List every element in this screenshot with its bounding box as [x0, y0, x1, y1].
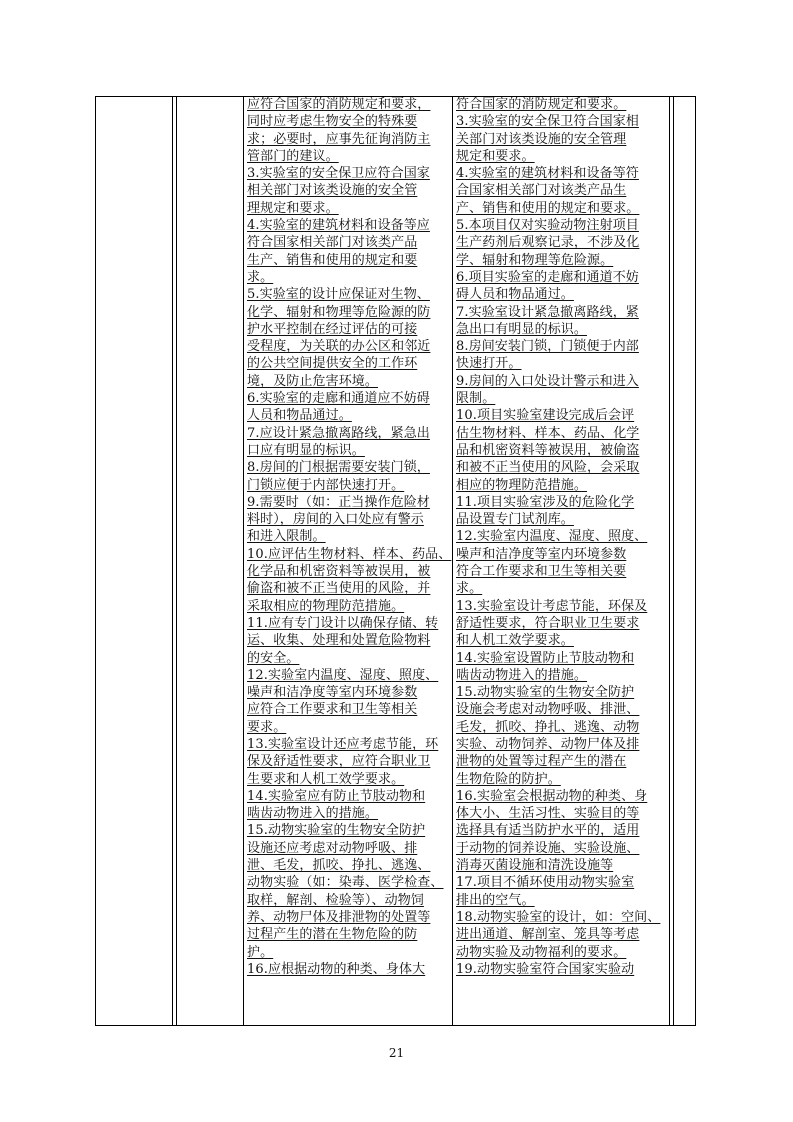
- text-line: 取样，解剖、检验等）、动物饲: [247, 892, 424, 908]
- text-line: 化学品和机密资料等被误用，被: [247, 564, 431, 580]
- text-line: 护。: [247, 944, 274, 960]
- text-line: 和人机工效学要求。: [456, 633, 574, 649]
- column-divider: [673, 96, 674, 1026]
- compliance-item: [456, 269, 652, 304]
- text-line: 急出口有明显的标识。: [456, 321, 588, 337]
- requirement-item: [247, 546, 452, 615]
- text-line: 5.实验室的设计应保证对生物、: [247, 287, 430, 303]
- text-line: 8.房间安装门锁，门锁便于内部: [456, 339, 639, 355]
- requirement-item: [247, 494, 443, 546]
- text-line: 设施会考虑对动物呼吸、排泄、: [456, 702, 640, 718]
- text-line: 8.房间的门根据需要安装门锁，: [247, 460, 430, 476]
- text-line: 18.动物实验室的设计，如：空间、: [456, 909, 661, 925]
- text-line: 16.应根据动物的种类、身体大: [247, 961, 426, 977]
- text-line: 10.项目实验室建设完成后会评: [456, 408, 635, 424]
- text-line: 毛发，抓咬、挣扎、逃逸、动物: [456, 719, 640, 735]
- text-line: 19.动物实验室符合国家实验动: [456, 961, 635, 977]
- text-line: 理规定和要求。: [247, 200, 339, 216]
- text-line: 和进入限制。: [247, 529, 326, 545]
- column-divider: [669, 96, 670, 1026]
- text-line: 12.实验室内温度、湿度、照度、: [247, 667, 439, 683]
- requirements-column: [247, 96, 452, 978]
- requirement-item: [247, 165, 443, 217]
- text-line: 泄物的处置等过程产生的潜在: [456, 754, 627, 770]
- text-line: 13.实验室设计还应考虑节能，环: [247, 736, 439, 752]
- requirement-item: [247, 217, 443, 286]
- compliance-item: [456, 961, 652, 978]
- text-line: 估生物材料、样本、药品、化学: [456, 425, 640, 441]
- text-line: 啮齿动物进入的措施。: [247, 806, 379, 822]
- compliance-item: [456, 528, 652, 597]
- text-line: 生产、销售和使用的规定和要: [247, 252, 418, 268]
- text-line: 料时），房间的入口处应有警示: [247, 512, 424, 528]
- text-line: 7.实验室设计紧急撤离路线，紧: [456, 304, 639, 320]
- text-line: 产、销售和使用的规定和要求。: [456, 200, 640, 216]
- text-line: 应符合工作要求和卫生等相关: [247, 702, 418, 718]
- text-line: 5.本项目仅对实验动物注射项目: [456, 218, 639, 234]
- page-number: 21: [388, 1046, 405, 1060]
- text-line: 16.实验室会根据动物的种类、身: [456, 788, 648, 804]
- text-line: 设施还应考虑对动物呼吸、排: [247, 840, 418, 856]
- text-line: 9.需要时（如：正当操作危险材: [247, 494, 430, 510]
- text-line: 符合工作要求和卫生等相关要: [456, 564, 627, 580]
- compliance-item: [456, 113, 652, 165]
- requirement-item: [247, 667, 443, 736]
- requirement-item: [247, 390, 443, 425]
- compliance-item: [456, 165, 652, 217]
- requirement-item: [247, 961, 443, 978]
- text-line: 体大小、生活习性、实验目的等: [456, 806, 640, 822]
- text-line: 人员和物品通过。: [247, 408, 352, 424]
- text-line: 于动物的饲养设施、实验设施、: [456, 840, 640, 856]
- text-line: 门锁应便于内部快速打开。: [247, 477, 405, 493]
- compliance-item: [456, 909, 661, 961]
- compliance-item: [456, 373, 652, 408]
- text-line: 限制。: [456, 391, 496, 407]
- text-line: 动物实验（如：染毒、医学检查、: [247, 875, 444, 891]
- text-line: 相应的物理防范措施。: [456, 477, 588, 493]
- text-line: 采取相应的物理防范措施。: [247, 598, 405, 614]
- text-line: 快速打开。: [456, 356, 522, 372]
- text-line: 化学、辐射和物理等危险源的防: [247, 304, 431, 320]
- text-line: 关部门对该类设施的安全管理: [456, 131, 627, 147]
- text-line: 选择具有适当防护水平的，适用: [456, 823, 640, 839]
- text-line: 应符合国家的消防规定和要求，: [247, 97, 431, 112]
- text-line: 3.实验室的安全保卫应符合国家: [247, 166, 430, 182]
- text-line: 消毒灭菌设施和清洗设施等: [456, 858, 614, 874]
- text-line: 生产药剂后观察记录，不涉及化: [456, 235, 640, 251]
- text-line: 11.应有专门设计以确保存储、转: [247, 615, 439, 631]
- compliance-item: [456, 407, 652, 493]
- text-line: 7.应设计紧急撤离路线，紧急出: [247, 425, 430, 441]
- compliance-item: [456, 598, 652, 650]
- text-line: 受程度，为关联的办公区和邻近: [247, 339, 431, 355]
- text-line: 动物实验及动物福利的要求。: [456, 944, 627, 960]
- text-line: 15.动物实验室的生物安全防护: [247, 823, 426, 839]
- text-line: 排出的空气。: [456, 892, 535, 908]
- text-line: 6.项目实验室的走廊和通道不妨: [456, 269, 639, 285]
- text-line: 求。: [247, 269, 274, 285]
- compliance-item: [456, 217, 652, 269]
- text-line: 14.实验室应有防止节肢动物和: [247, 788, 426, 804]
- text-line: 同时应考虑生物安全的特殊要: [247, 114, 418, 130]
- compliance-item: [456, 96, 652, 113]
- text-line: 12.实验室内温度、湿度、照度、: [456, 529, 648, 545]
- text-line: 符合国家的消防规定和要求。: [456, 97, 627, 112]
- text-line: 合国家相关部门对该类产品生: [456, 183, 627, 199]
- requirement-item: [247, 96, 443, 165]
- compliance-item: [456, 494, 652, 529]
- text-line: 和被不正当使用的风险，会采取: [456, 460, 640, 476]
- compliance-item: [456, 684, 652, 788]
- text-line: 实验、动物饲养、动物尸体及排: [456, 736, 640, 752]
- compliance-item: [456, 788, 652, 874]
- text-line: 进出通道、解剖室、笼具等考虑: [456, 927, 640, 943]
- requirement-item: [247, 459, 443, 494]
- text-line: 舒适性要求，符合职业卫生要求: [456, 615, 640, 631]
- text-line: 的公共空间提供安全的工作环: [247, 356, 418, 372]
- text-line: 过程产生的潜在生物危险的防: [247, 927, 418, 943]
- requirement-item: [247, 822, 443, 960]
- text-line: 护水平控制在经过评估的可接: [247, 321, 418, 337]
- text-line: 境，及防止危害环境。: [247, 373, 379, 389]
- text-line: 4.实验室的建筑材料和设备等应: [247, 218, 430, 234]
- text-line: 9.房间的入口处设计警示和进入: [456, 373, 639, 389]
- text-line: 相关部门对该类设施的安全管: [247, 183, 418, 199]
- text-line: 符合国家相关部门对该类产品: [247, 235, 418, 251]
- text-line: 10.应评估生物材料、样本、药品、: [247, 546, 452, 562]
- text-line: 品和机密资料等被误用，被偷盗: [456, 442, 640, 458]
- column-divider: [452, 96, 453, 1026]
- text-line: 求。: [456, 581, 483, 597]
- text-line: 要求。: [247, 719, 287, 735]
- text-line: 噪声和洁净度等室内环境参数: [247, 685, 418, 701]
- text-line: 6.实验室的走廊和通道应不妨碍: [247, 391, 430, 407]
- text-line: 规定和要求。: [456, 148, 535, 164]
- text-line: 噪声和洁净度等室内环境参数: [456, 546, 627, 562]
- compliance-item: [456, 874, 652, 909]
- text-line: 的安全。: [247, 650, 300, 666]
- compliance-item: [456, 650, 652, 685]
- text-line: 15.动物实验室的生物安全防护: [456, 685, 635, 701]
- compliance-item: [456, 338, 652, 373]
- text-line: 4.实验室的建筑材料和设备等符: [456, 166, 639, 182]
- text-line: 14.实验室设置防止节肢动物和: [456, 650, 635, 666]
- requirement-item: [247, 736, 443, 788]
- requirement-item: [247, 425, 443, 460]
- text-line: 3.实验室的安全保卫符合国家相: [456, 114, 639, 130]
- text-line: 学、辐射和物理等危险源。: [456, 252, 614, 268]
- text-line: 生要求和人机工效学要求。: [247, 771, 405, 787]
- text-line: 13.实验室设计考虑节能，环保及: [456, 598, 648, 614]
- column-divider: [243, 96, 244, 1026]
- text-line: 品设置专门试剂库。: [456, 512, 574, 528]
- requirement-item: [247, 286, 443, 390]
- requirement-item: [247, 788, 443, 823]
- text-line: 17.项目不循环使用动物实验室: [456, 875, 635, 891]
- text-line: 啮齿动物进入的措施。: [456, 667, 588, 683]
- text-line: 泄、毛发，抓咬、挣扎、逃逸、: [247, 858, 431, 874]
- compliance-column: [456, 96, 661, 978]
- text-line: 碍人员和物品通过。: [456, 287, 574, 303]
- text-line: 管部门的建议。: [247, 148, 339, 164]
- column-divider: [172, 96, 173, 1026]
- text-line: 运、收集、处理和处置危险物料: [247, 633, 431, 649]
- text-line: 养、动物尸体及排泄物的处置等: [247, 909, 431, 925]
- text-line: 保及舒适性要求，应符合职业卫: [247, 754, 431, 770]
- text-line: 生物危险的防护。: [456, 771, 561, 787]
- compliance-item: [456, 304, 652, 339]
- text-line: 口应有明显的标识。: [247, 442, 365, 458]
- requirement-item: [247, 615, 443, 667]
- text-line: 求；必要时，应事先征询消防主: [247, 131, 431, 147]
- text-line: 11.项目实验室涉及的危险化学: [456, 494, 635, 510]
- text-line: 偷盗和被不正当使用的风险，并: [247, 581, 431, 597]
- column-divider: [176, 96, 177, 1026]
